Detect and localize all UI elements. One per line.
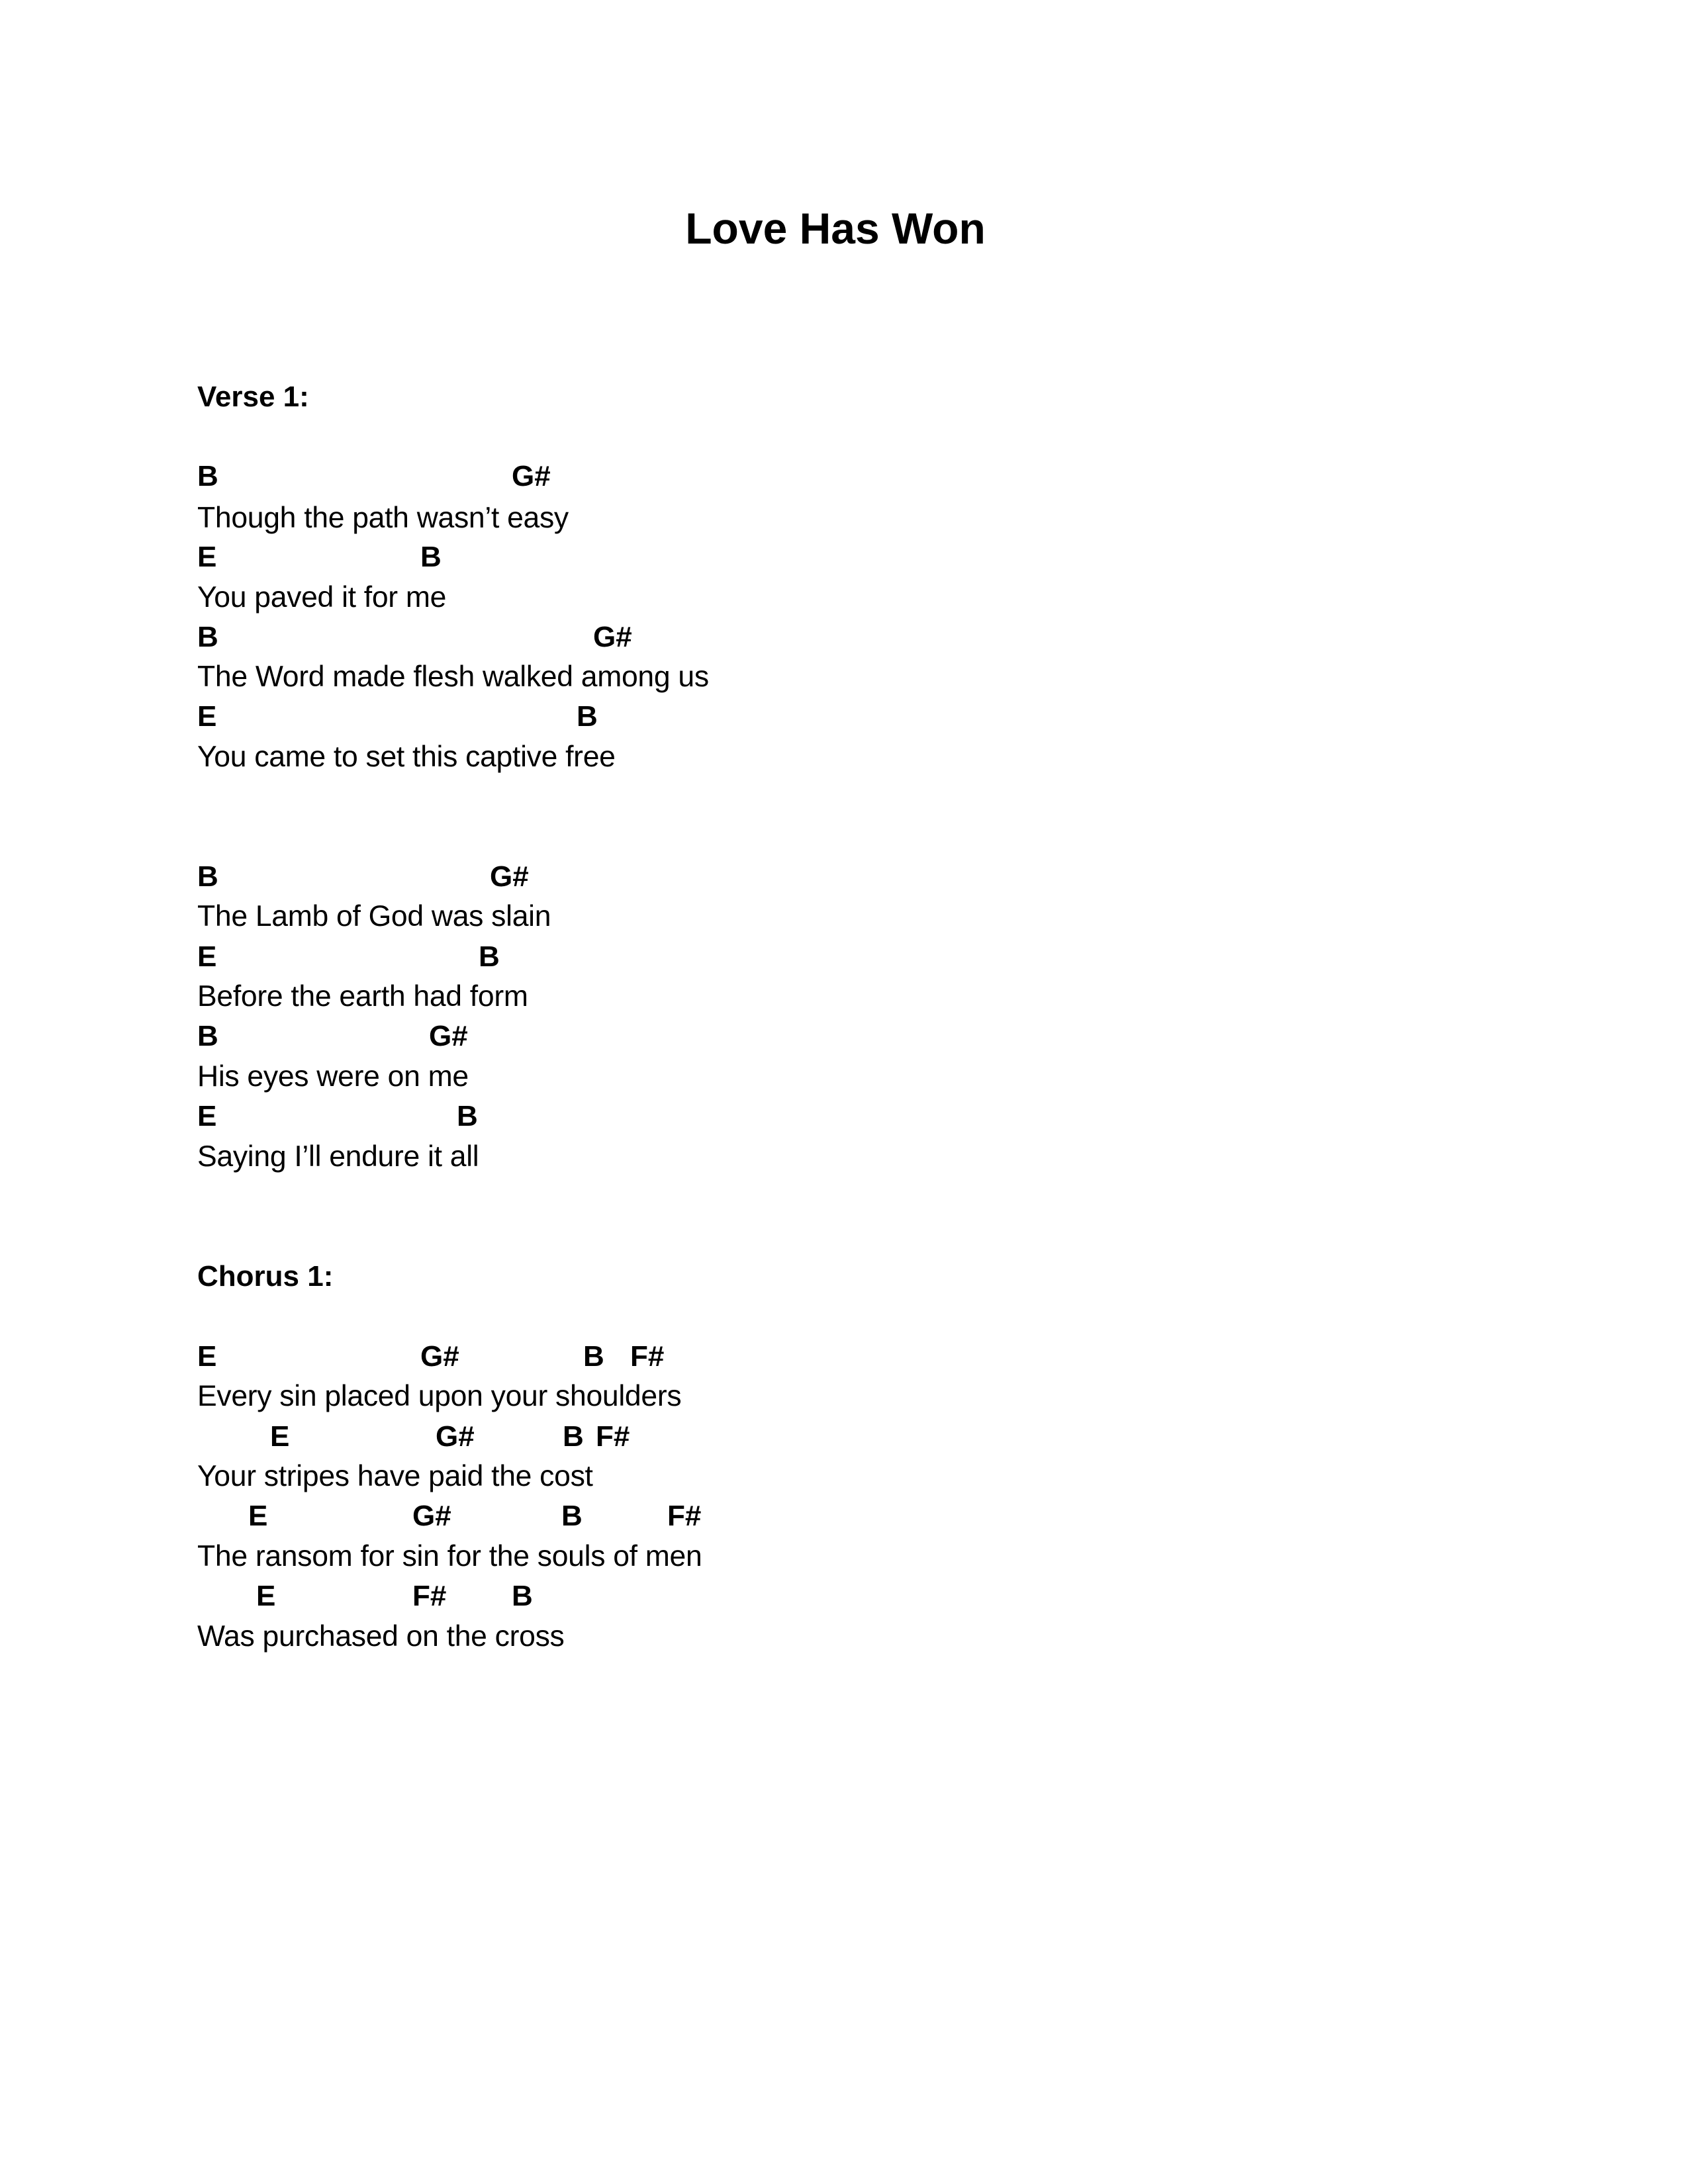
chord: B <box>577 700 598 733</box>
lyric-line: Was purchased on the cross <box>197 1620 565 1653</box>
section-heading-chorus-1: Chorus 1: <box>197 1260 334 1293</box>
chord: B <box>197 860 218 893</box>
lyric-line: Your stripes have paid the cost <box>197 1460 593 1492</box>
chord: B <box>197 1020 218 1052</box>
chord: F# <box>667 1500 702 1532</box>
chord: E <box>197 541 217 573</box>
chord: B <box>583 1340 604 1373</box>
lyric-line: The Lamb of God was slain <box>197 900 551 933</box>
chord: B <box>420 541 442 573</box>
chord: E <box>270 1420 290 1453</box>
chord: F# <box>596 1420 630 1453</box>
lyric-line: Before the earth had form <box>197 980 528 1013</box>
chord: B <box>197 621 218 653</box>
chord: E <box>197 1340 217 1373</box>
chord: B <box>457 1100 478 1132</box>
chord: B <box>561 1500 583 1532</box>
chord: G# <box>593 621 632 653</box>
song-title: Love Has Won <box>685 204 986 253</box>
chord: G# <box>429 1020 468 1052</box>
chord: G# <box>436 1420 475 1453</box>
chord: F# <box>412 1580 447 1612</box>
lyric-line: The ransom for sin for the souls of men <box>197 1540 702 1572</box>
section-heading-verse-1: Verse 1: <box>197 381 309 413</box>
chord: B <box>563 1420 584 1453</box>
chord: E <box>197 700 217 733</box>
chord: B <box>512 1580 533 1612</box>
chord: G# <box>512 460 551 492</box>
lyric-line: You paved it for me <box>197 581 447 614</box>
chord: G# <box>420 1340 459 1373</box>
chord: F# <box>630 1340 665 1373</box>
lyric-line: His eyes were on me <box>197 1060 469 1093</box>
lyric-line: Though the path wasn’t easy <box>197 502 569 534</box>
lyric-line: The Word made flesh walked among us <box>197 660 709 693</box>
lyric-line: Saying I’ll endure it all <box>197 1140 479 1173</box>
chord: B <box>197 460 218 492</box>
chord: G# <box>412 1500 451 1532</box>
chord: E <box>248 1500 268 1532</box>
chord: G# <box>490 860 529 893</box>
chord: E <box>256 1580 276 1612</box>
lyric-line: Every sin placed upon your shoulders <box>197 1380 682 1412</box>
chord: E <box>197 940 217 973</box>
chord: E <box>197 1100 217 1132</box>
chord: B <box>479 940 500 973</box>
lyric-line: You came to set this captive free <box>197 741 616 773</box>
